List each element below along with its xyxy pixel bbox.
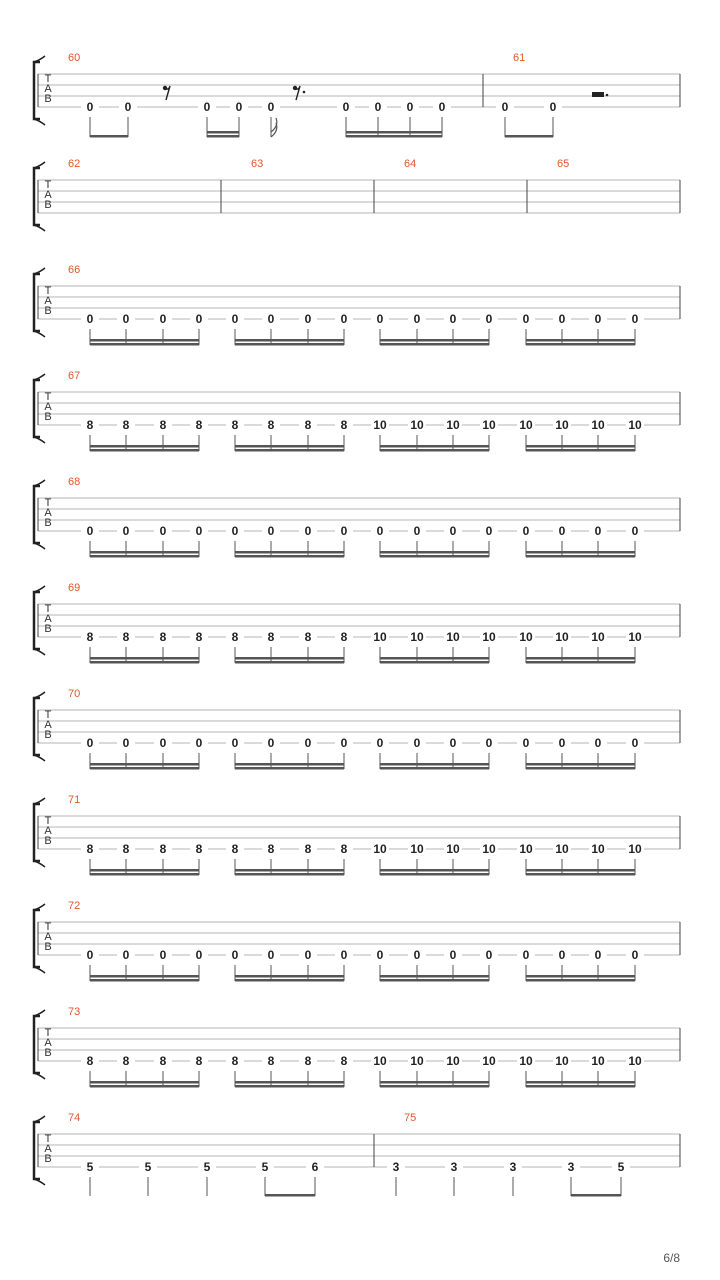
fret-number: 10	[482, 418, 496, 432]
beam	[90, 1081, 199, 1084]
staff-system	[34, 158, 680, 231]
fret-number: 8	[195, 1054, 203, 1068]
fret-number: 0	[558, 948, 566, 962]
measure-number: 65	[557, 158, 570, 170]
beam	[380, 1081, 489, 1084]
fret-number: 0	[374, 100, 382, 114]
fret-number: 8	[195, 842, 203, 856]
system-bracket	[34, 592, 40, 649]
fret-number: 10	[555, 630, 569, 644]
tab-clef-letter: A	[44, 931, 52, 943]
beam	[380, 873, 489, 876]
fret-number: 0	[122, 312, 130, 326]
fret-number: 0	[549, 100, 557, 114]
beam	[526, 661, 635, 664]
fret-number: 8	[231, 1054, 239, 1068]
page-number: 6/8	[663, 1251, 680, 1265]
measure-number: 72	[68, 900, 81, 912]
beam	[346, 135, 442, 138]
beam	[380, 339, 489, 342]
fret-number: 0	[413, 736, 421, 750]
fret-number: 0	[195, 736, 203, 750]
beam	[526, 445, 635, 448]
beam	[380, 551, 489, 554]
beam	[505, 135, 553, 138]
beam	[235, 449, 344, 452]
fret-number: 8	[304, 1054, 312, 1068]
tab-clef-letter: A	[44, 401, 52, 413]
tab-clef-letter: T	[44, 73, 52, 85]
tab-clef-letter: T	[44, 921, 52, 933]
system-bracket	[34, 486, 40, 543]
fret-number: 8	[86, 1054, 94, 1068]
beam	[380, 767, 489, 770]
fret-number: 0	[406, 100, 414, 114]
fret-number: 10	[628, 418, 642, 432]
fret-number: 0	[231, 312, 239, 326]
fret-number: 0	[267, 524, 275, 538]
beam	[526, 763, 635, 766]
beam	[526, 975, 635, 978]
tab-clef-letter: B	[44, 305, 52, 317]
fret-number: 10	[446, 630, 460, 644]
fret-number: 0	[594, 312, 602, 326]
fret-number: 3	[450, 1160, 458, 1174]
beam	[380, 869, 489, 872]
beam	[90, 339, 199, 342]
beam	[235, 1085, 344, 1088]
beam	[235, 555, 344, 558]
beam	[526, 1081, 635, 1084]
fret-number: 0	[342, 100, 350, 114]
system-bracket	[34, 168, 40, 225]
tab-clef-letter: A	[44, 507, 52, 519]
system-bracket	[34, 1016, 40, 1073]
fret-number: 10	[519, 1054, 533, 1068]
fret-number: 0	[304, 524, 312, 538]
fret-number: 0	[340, 524, 348, 538]
fret-number: 0	[413, 312, 421, 326]
fret-number: 0	[631, 948, 639, 962]
fret-number: 0	[86, 736, 94, 750]
staff-system	[34, 52, 680, 138]
fret-number: 8	[122, 630, 130, 644]
fret-number: 0	[631, 736, 639, 750]
fret-number: 10	[519, 842, 533, 856]
beam	[380, 445, 489, 448]
fret-number: 0	[267, 736, 275, 750]
staff-system	[34, 264, 680, 346]
staff-system	[34, 1006, 680, 1088]
beam	[265, 1194, 315, 1197]
beam	[380, 975, 489, 978]
fret-number: 8	[231, 418, 239, 432]
fret-number: 0	[86, 524, 94, 538]
measure-number: 67	[68, 370, 81, 382]
tab-clef-letter: A	[44, 1143, 52, 1155]
fret-number: 8	[304, 630, 312, 644]
tab-clef-letter: T	[44, 603, 52, 615]
beam	[235, 873, 344, 876]
beam	[90, 1085, 199, 1088]
measure-number: 63	[251, 158, 264, 170]
fret-number: 5	[261, 1160, 269, 1174]
beam	[235, 979, 344, 982]
beam	[90, 979, 199, 982]
beam	[235, 869, 344, 872]
beam	[235, 661, 344, 664]
fret-number: 0	[340, 948, 348, 962]
fret-number: 0	[340, 736, 348, 750]
beam	[235, 763, 344, 766]
fret-number: 8	[304, 418, 312, 432]
beam	[207, 135, 239, 138]
beam	[526, 555, 635, 558]
staff-system	[34, 582, 680, 664]
fret-number: 8	[159, 630, 167, 644]
fret-number: 0	[376, 736, 384, 750]
fret-number: 0	[304, 312, 312, 326]
fret-number: 8	[340, 418, 348, 432]
system-bracket	[34, 1122, 40, 1179]
beam	[235, 657, 344, 660]
fret-number: 0	[449, 524, 457, 538]
beam	[235, 339, 344, 342]
beam	[526, 343, 635, 346]
fret-number: 0	[413, 524, 421, 538]
fret-number: 0	[122, 736, 130, 750]
tab-clef-letter: T	[44, 1027, 52, 1039]
fret-number: 10	[410, 630, 424, 644]
beam	[571, 1194, 621, 1197]
fret-number: 0	[485, 948, 493, 962]
fret-number: 10	[555, 1054, 569, 1068]
beam	[90, 449, 199, 452]
tab-clef-letter: A	[44, 189, 52, 201]
beam	[526, 869, 635, 872]
fret-number: 0	[159, 736, 167, 750]
fret-number: 0	[522, 312, 530, 326]
tab-clef-letter: B	[44, 517, 52, 529]
fret-number: 0	[122, 524, 130, 538]
fret-number: 0	[558, 524, 566, 538]
fret-number: 0	[438, 100, 446, 114]
fret-number: 0	[267, 100, 275, 114]
fret-number: 0	[86, 312, 94, 326]
fret-number: 10	[373, 1054, 387, 1068]
fret-number: 8	[340, 630, 348, 644]
fret-number: 10	[482, 630, 496, 644]
fret-number: 0	[522, 524, 530, 538]
fret-number: 0	[124, 100, 132, 114]
fret-number: 0	[376, 948, 384, 962]
tab-clef-letter: T	[44, 1133, 52, 1145]
fret-number: 5	[203, 1160, 211, 1174]
fret-number: 10	[446, 842, 460, 856]
tab-clef-letter: B	[44, 199, 52, 211]
beam	[526, 449, 635, 452]
fret-number: 0	[159, 312, 167, 326]
tab-clef-letter: B	[44, 941, 52, 953]
beam	[526, 551, 635, 554]
fret-number: 10	[373, 842, 387, 856]
beam	[380, 661, 489, 664]
fret-number: 5	[617, 1160, 625, 1174]
fret-number: 10	[628, 1054, 642, 1068]
fret-number: 10	[373, 418, 387, 432]
fret-number: 0	[267, 312, 275, 326]
tab-clef-letter: A	[44, 825, 52, 837]
beam	[526, 339, 635, 342]
fret-number: 5	[86, 1160, 94, 1174]
measure-number: 68	[68, 476, 81, 488]
fret-number: 0	[449, 948, 457, 962]
staff-system	[34, 794, 680, 876]
fret-number: 10	[555, 418, 569, 432]
fret-number: 10	[482, 1054, 496, 1068]
fret-number: 0	[558, 736, 566, 750]
fret-number: 10	[519, 418, 533, 432]
fret-number: 10	[555, 842, 569, 856]
beam	[90, 763, 199, 766]
fret-number: 6	[311, 1160, 319, 1174]
fret-number: 8	[231, 842, 239, 856]
beam	[90, 135, 128, 138]
fret-number: 0	[522, 736, 530, 750]
beam	[380, 979, 489, 982]
tab-clef-letter: B	[44, 1047, 52, 1059]
tab-clef-letter: B	[44, 93, 52, 105]
fret-number: 10	[591, 418, 605, 432]
fret-number: 8	[231, 630, 239, 644]
fret-number: 0	[485, 312, 493, 326]
note-flag	[271, 118, 277, 137]
tab-clef-letter: A	[44, 1037, 52, 1049]
beam	[235, 445, 344, 448]
system-bracket	[34, 380, 40, 437]
beam	[90, 445, 199, 448]
fret-number: 0	[195, 948, 203, 962]
beam	[235, 551, 344, 554]
fret-number: 8	[159, 1054, 167, 1068]
fret-number: 8	[159, 842, 167, 856]
fret-number: 10	[591, 1054, 605, 1068]
fret-number: 0	[304, 948, 312, 962]
fret-number: 3	[567, 1160, 575, 1174]
fret-number: 0	[485, 524, 493, 538]
beam	[90, 869, 199, 872]
measure-number: 62	[68, 158, 81, 170]
fret-number: 8	[267, 418, 275, 432]
fret-number: 5	[144, 1160, 152, 1174]
beam	[90, 555, 199, 558]
fret-number: 10	[519, 630, 533, 644]
beam	[380, 555, 489, 558]
fret-number: 0	[195, 524, 203, 538]
beam	[380, 449, 489, 452]
system-bracket	[34, 804, 40, 861]
fret-number: 10	[628, 842, 642, 856]
measure-number: 75	[404, 1112, 417, 1124]
tab-clef-letter: T	[44, 285, 52, 297]
fret-number: 0	[631, 312, 639, 326]
beam	[380, 1085, 489, 1088]
fret-number: 0	[558, 312, 566, 326]
fret-number: 0	[594, 524, 602, 538]
beam	[90, 551, 199, 554]
tab-clef-letter: A	[44, 719, 52, 731]
fret-number: 0	[235, 100, 243, 114]
fret-number: 10	[446, 1054, 460, 1068]
fret-number: 10	[410, 418, 424, 432]
fret-number: 0	[501, 100, 509, 114]
fret-number: 8	[86, 418, 94, 432]
fret-number: 0	[594, 948, 602, 962]
fret-number: 8	[195, 630, 203, 644]
fret-number: 8	[86, 630, 94, 644]
staff-system	[34, 1112, 680, 1197]
tab-clef-letter: B	[44, 1153, 52, 1165]
tab-clef-letter: T	[44, 497, 52, 509]
tab-clef-letter: T	[44, 709, 52, 721]
fret-number: 0	[231, 948, 239, 962]
staff-system	[34, 476, 680, 558]
fret-number: 0	[231, 524, 239, 538]
beam	[90, 657, 199, 660]
fret-number: 0	[631, 524, 639, 538]
fret-number: 0	[159, 948, 167, 962]
fret-number: 0	[304, 736, 312, 750]
tab-clef-letter: A	[44, 83, 52, 95]
tab-clef-letter: B	[44, 411, 52, 423]
fret-number: 0	[449, 736, 457, 750]
staff-system	[34, 900, 680, 982]
fret-number: 0	[376, 524, 384, 538]
beam	[526, 979, 635, 982]
fret-number: 8	[340, 1054, 348, 1068]
fret-number: 8	[267, 1054, 275, 1068]
fret-number: 0	[594, 736, 602, 750]
measure-number: 74	[68, 1112, 81, 1124]
fret-number: 0	[231, 736, 239, 750]
measure-number: 66	[68, 264, 81, 276]
fret-number: 8	[304, 842, 312, 856]
fret-number: 10	[591, 630, 605, 644]
fret-number: 0	[485, 736, 493, 750]
fret-number: 8	[340, 842, 348, 856]
measure-number: 71	[68, 794, 81, 806]
fret-number: 10	[410, 1054, 424, 1068]
fret-number: 0	[122, 948, 130, 962]
system-bracket	[34, 62, 40, 119]
measure-number: 69	[68, 582, 81, 594]
system-bracket	[34, 910, 40, 967]
beam	[526, 1085, 635, 1088]
beam	[90, 661, 199, 664]
rest-dot	[303, 91, 306, 94]
tab-clef-letter: B	[44, 835, 52, 847]
tab-clef-letter: B	[44, 729, 52, 741]
fret-number: 0	[449, 312, 457, 326]
fret-number: 8	[267, 630, 275, 644]
fret-number: 10	[373, 630, 387, 644]
fret-number: 10	[591, 842, 605, 856]
fret-number: 8	[159, 418, 167, 432]
tab-clef-letter: A	[44, 295, 52, 307]
tab-clef-letter: B	[44, 623, 52, 635]
fret-number: 8	[195, 418, 203, 432]
fret-number: 8	[267, 842, 275, 856]
measure-number: 60	[68, 52, 81, 64]
fret-number: 0	[413, 948, 421, 962]
fret-number: 0	[340, 312, 348, 326]
system-bracket	[34, 698, 40, 755]
tab-clef-letter: T	[44, 179, 52, 191]
fret-number: 0	[86, 100, 94, 114]
beam	[235, 975, 344, 978]
tab-clef-letter: T	[44, 391, 52, 403]
beam	[380, 763, 489, 766]
fret-number: 0	[376, 312, 384, 326]
fret-number: 0	[195, 312, 203, 326]
fret-number: 10	[482, 842, 496, 856]
fret-number: 10	[628, 630, 642, 644]
beam	[526, 767, 635, 770]
beam	[90, 873, 199, 876]
half-rest	[592, 92, 604, 97]
beam	[380, 343, 489, 346]
measure-number: 64	[404, 158, 417, 170]
beam	[90, 343, 199, 346]
beam	[90, 975, 199, 978]
staff-system	[34, 370, 680, 452]
system-bracket	[34, 274, 40, 331]
tab-clef-letter: T	[44, 815, 52, 827]
fret-number: 3	[509, 1160, 517, 1174]
beam	[90, 767, 199, 770]
fret-number: 8	[86, 842, 94, 856]
measure-number: 73	[68, 1006, 81, 1018]
tab-clef-letter: A	[44, 613, 52, 625]
fret-number: 0	[159, 524, 167, 538]
rest-dot	[606, 94, 609, 97]
beam	[526, 873, 635, 876]
fret-number: 8	[122, 842, 130, 856]
fret-number: 0	[522, 948, 530, 962]
beam	[380, 657, 489, 660]
fret-number: 0	[86, 948, 94, 962]
beam	[346, 131, 442, 134]
fret-number: 10	[410, 842, 424, 856]
fret-number: 10	[446, 418, 460, 432]
fret-number: 0	[203, 100, 211, 114]
measure-number: 70	[68, 688, 81, 700]
fret-number: 8	[122, 1054, 130, 1068]
fret-number: 8	[122, 418, 130, 432]
measure-number: 61	[513, 52, 526, 64]
beam	[235, 767, 344, 770]
beam	[235, 343, 344, 346]
beam	[207, 131, 239, 134]
staff-system	[34, 688, 680, 770]
beam	[235, 1081, 344, 1084]
beam	[526, 657, 635, 660]
fret-number: 3	[392, 1160, 400, 1174]
fret-number: 0	[267, 948, 275, 962]
